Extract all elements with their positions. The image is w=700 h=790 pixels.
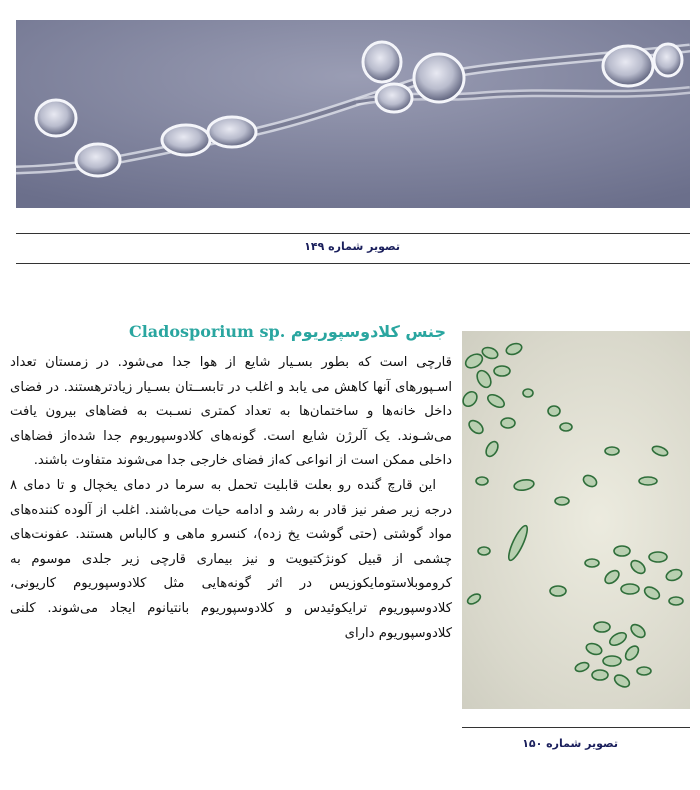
micrograph-figure-149 [16, 20, 690, 208]
hyphae-spores-illustration [16, 20, 690, 208]
section-title-latin: Cladosporium sp. [128, 322, 286, 341]
conidia-cells [462, 342, 683, 690]
figure-150-caption: تصویر شماره ۱۵۰ [522, 737, 618, 750]
section-body [10, 351, 452, 646]
section-title [128, 322, 446, 341]
section-title-fa: جنس کلادوسپوریوم [290, 322, 446, 341]
caption-rule-bottom [16, 263, 690, 264]
caption-rule-right [462, 727, 690, 728]
figure-149-caption: تصویر شماره ۱۴۹ [304, 240, 400, 253]
paragraph-1: قارچی است که بطور بسـیار شایع از هوا جدا می‌شود. در زمستان تعداد اسـپورهای آنها کاهش می یابد و اغلب در تابســتان بسـیار زیادترهستند. در فضای داخل خانه‌ها و ساختمان‌ها به تعداد کمتری نسـبت به فضاهای بیرون یافت می‌شـوند. یک آلرژن شایع است. گونه‌های کلادوسپوریوم جدا شده‌از فضاهای داخلی ممکن است از انواعی که‌از فضای خارجی جدا می‌شوند متفاوت باشند. [10, 355, 452, 469]
caption-rule-top [16, 233, 690, 234]
micrograph-figure-150 [462, 331, 690, 709]
conidia-illustration [462, 331, 690, 709]
paragraph-2: این قارچ گنده رو بعلت قابلیت تحمل به سرما در دمای یخچال و تا دمای ۸ درجه زیر صفر نیز قادر به رشد و ادامه حیات می‌باشند. اغلب از آلوده کننده‌های مواد گوشتی (حتی گوشت یخ زده)، کنسرو ماهی و کالباس هستند. عفونت‌های چشمی از قبیل کونژکتیویت و نیز بیماری قارچی زیر جلدی موسوم به کروموبلاستومایکوزیس در اثر گونه‌هایی مثل کلادوسپوریوم کاریونی، کلادوسپوریوم ترایکوئیدس و کلادوسپوریوم بانتیانوم ایجاد می‌شوند. کلنی کلادوسپوریوم دارای [10, 477, 452, 641]
